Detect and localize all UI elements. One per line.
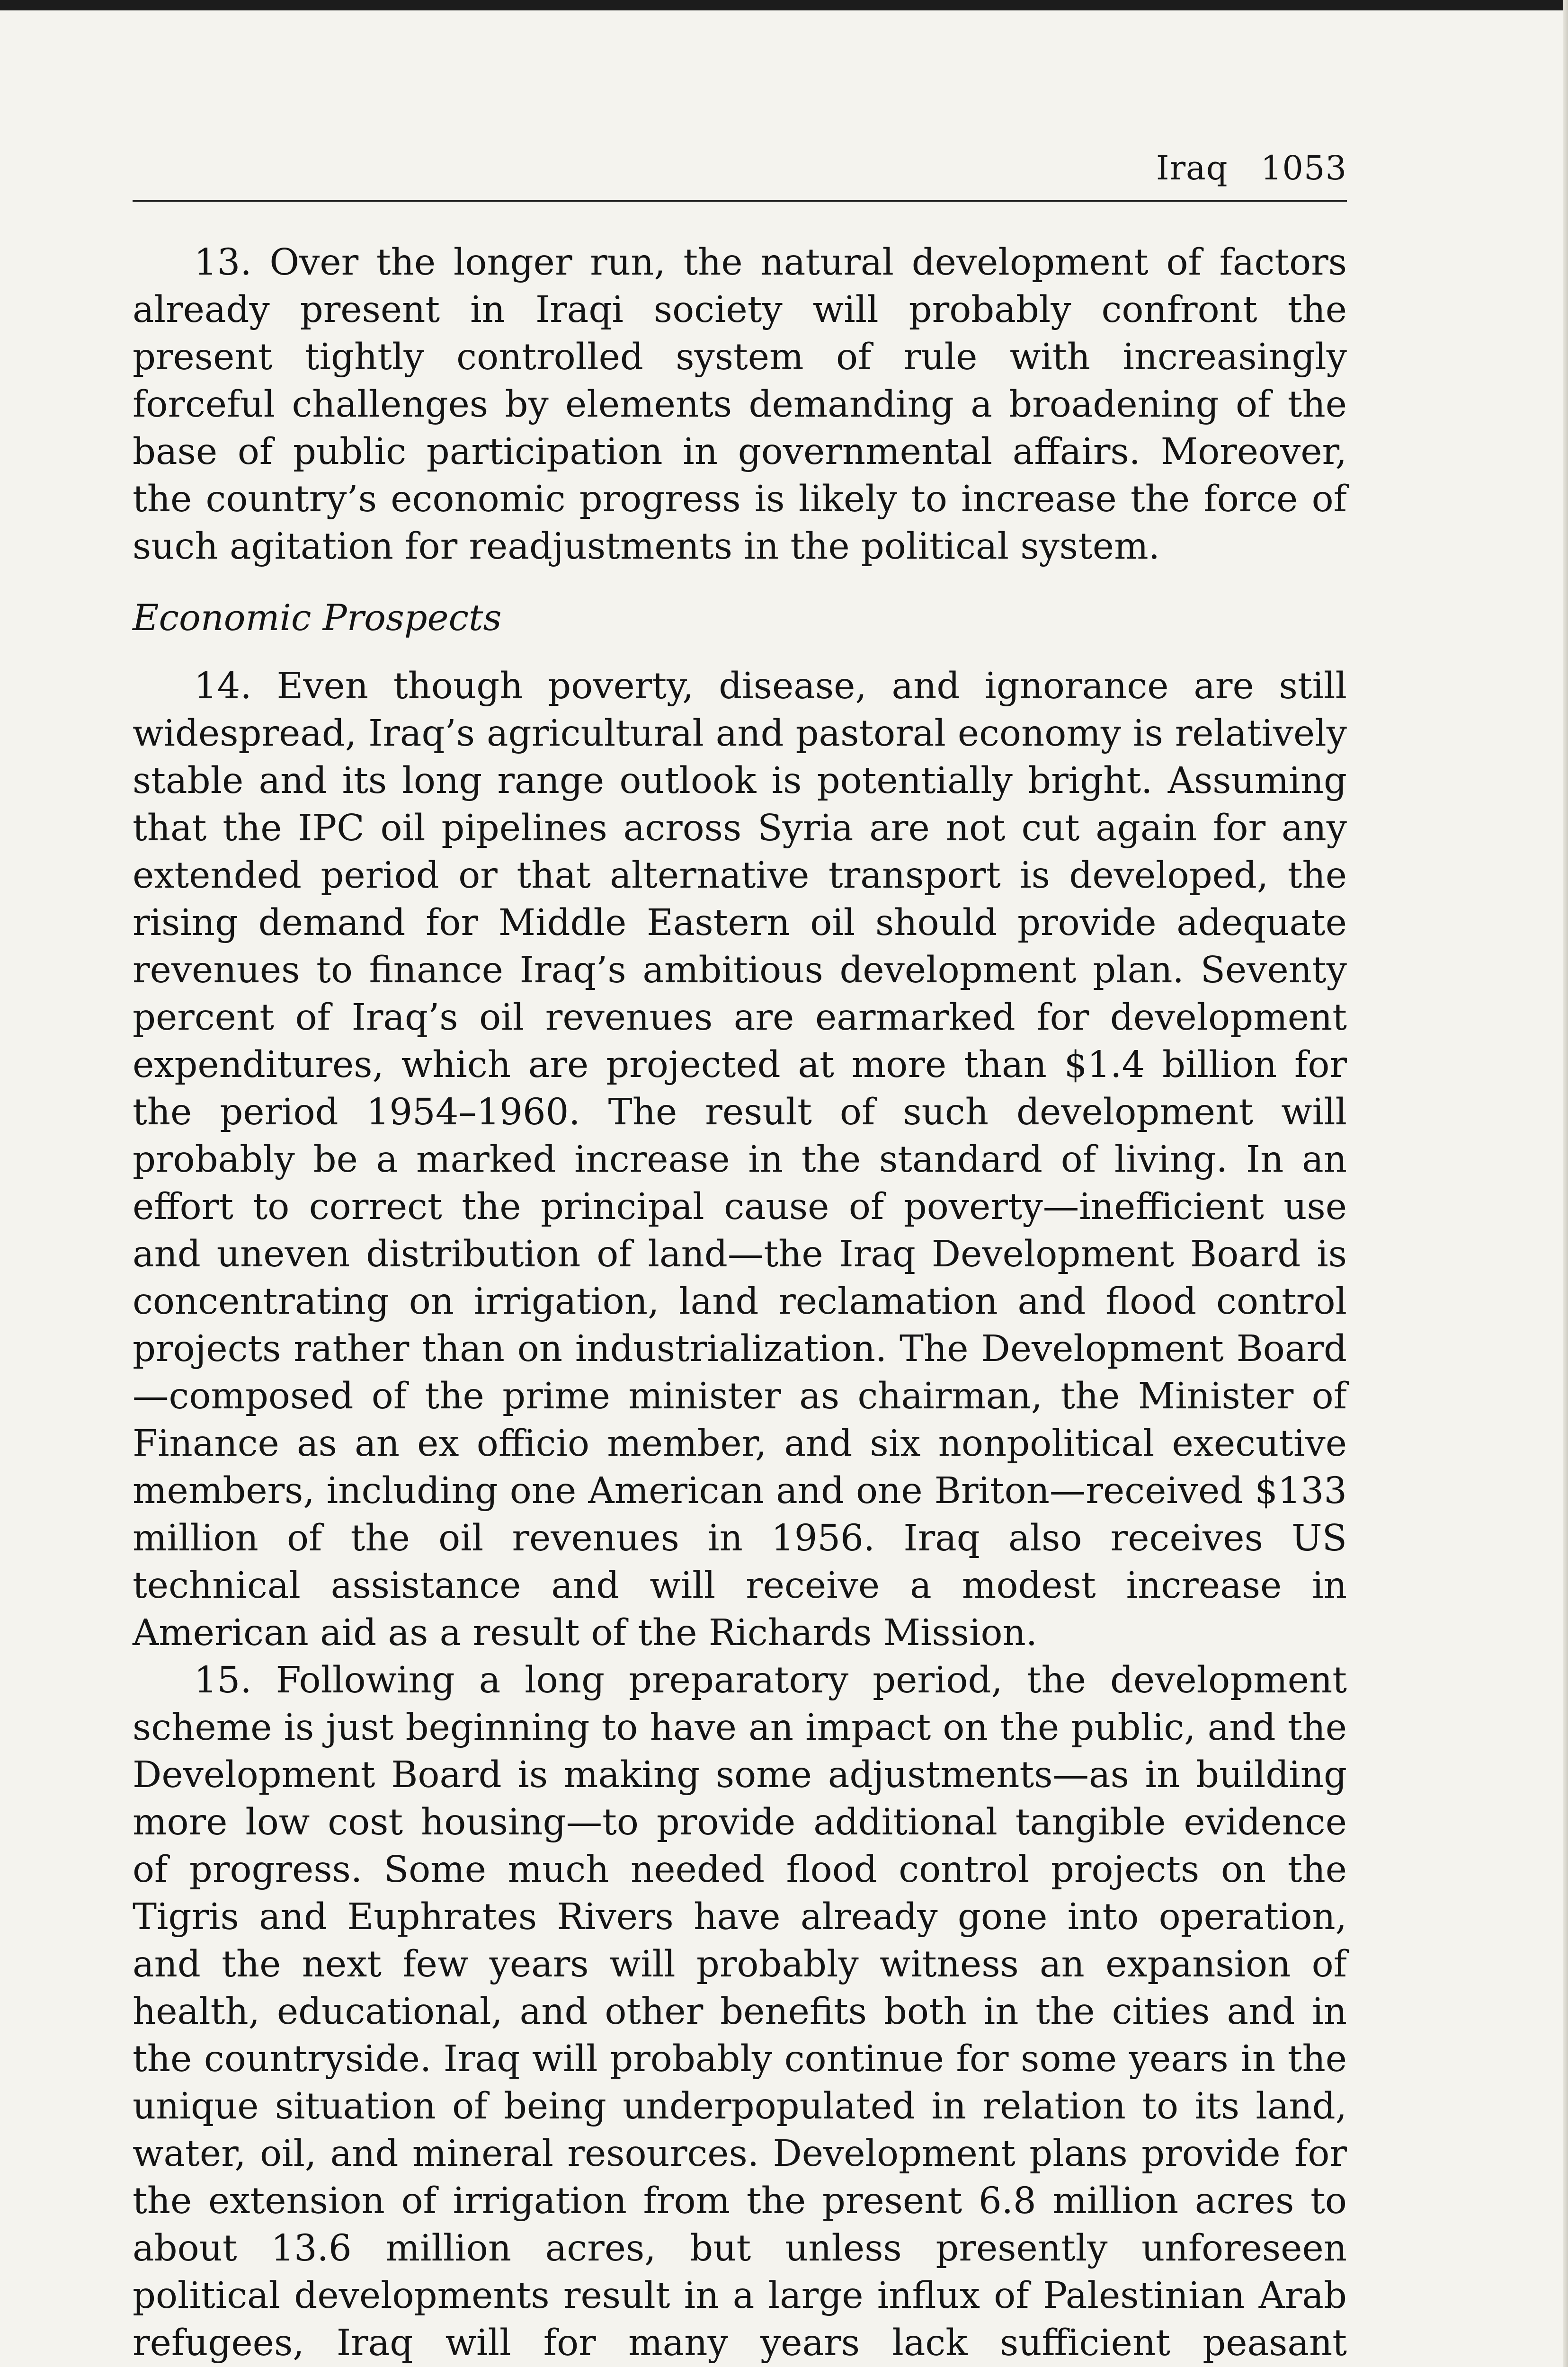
- paragraph-13: 13. Over the longer run, the natural development of factors already present in Iraqi society will probably confront the present tightly controlled system of rule with increasingly forceful challenges by elements demanding a broadening of the base of public participation in governmental affairs. Moreover, the country’s economic progress is likely to increase the force of such agitation for readjustments in the political system.: [133, 241, 1347, 568]
- page-number: 1053: [1260, 149, 1347, 187]
- running-header: [133, 142, 1347, 202]
- header-title: Iraq: [1156, 149, 1228, 187]
- section-heading: Economic Prospects: [133, 596, 502, 639]
- paragraph-15: 15. Following a long preparatory period, the development scheme is just beginning to have an impact on the public, and the Development Board is making some adjustments—as in building more low cost housing—to provide additional tangible evidence of progress. Some much needed flood control projects on the Tigris and Euphrates Rivers have already gone into operation, and the next few years will probably witness an expansion of health, educational, and other benefits both in the cities and in the countryside. Iraq will probably continue for some years in the unique situation of being underpopulated in relation to its land, water, oil, and mineral resources. Development plans provide for the extension of irrigation from the present 6.8 million acres to about 13.6 million acres, but unless presently unforeseen political developments result in a large influx of Palestinian Arab refugees, Iraq will for many years lack sufficient peasant: [133, 1659, 1347, 2364]
- body-text: [133, 239, 1347, 2367]
- page-top-edge: [0, 0, 1568, 10]
- page-right-edge: [1563, 0, 1568, 2367]
- paragraph-14: 14. Even though poverty, disease, and ignorance are still widespread, Iraq’s agricultural and pastoral economy is relatively stable and its long range outlook is potentially bright. Assuming that the IPC oil pipelines across Syria are not cut again for any extended period or that alternative transport is developed, the rising demand for Middle Eastern oil should provide adequate revenues to finance Iraq’s ambitious development plan. Seventy percent of Iraq’s oil revenues are earmarked for development expenditures, which are projected at more than $1.4 billion for the period 1954–1960. The result of such development will probably be a marked increase in the standard of living. In an effort to correct the principal cause of poverty—inefficient use and uneven distribution of land—the Iraq Development Board is concentrating on irrigation, land reclamation and flood control projects rather than on industrialization. The Development Board—composed of the prime minister as chairman, the Minister of Finance as an ex officio member, and six nonpolitical executive members, including one American and one Briton—received $133 million of the oil revenues in 1956. Iraq also receives US technical assistance and will receive a modest increase in American aid as a result of the Richards Mission.: [133, 665, 1347, 1654]
